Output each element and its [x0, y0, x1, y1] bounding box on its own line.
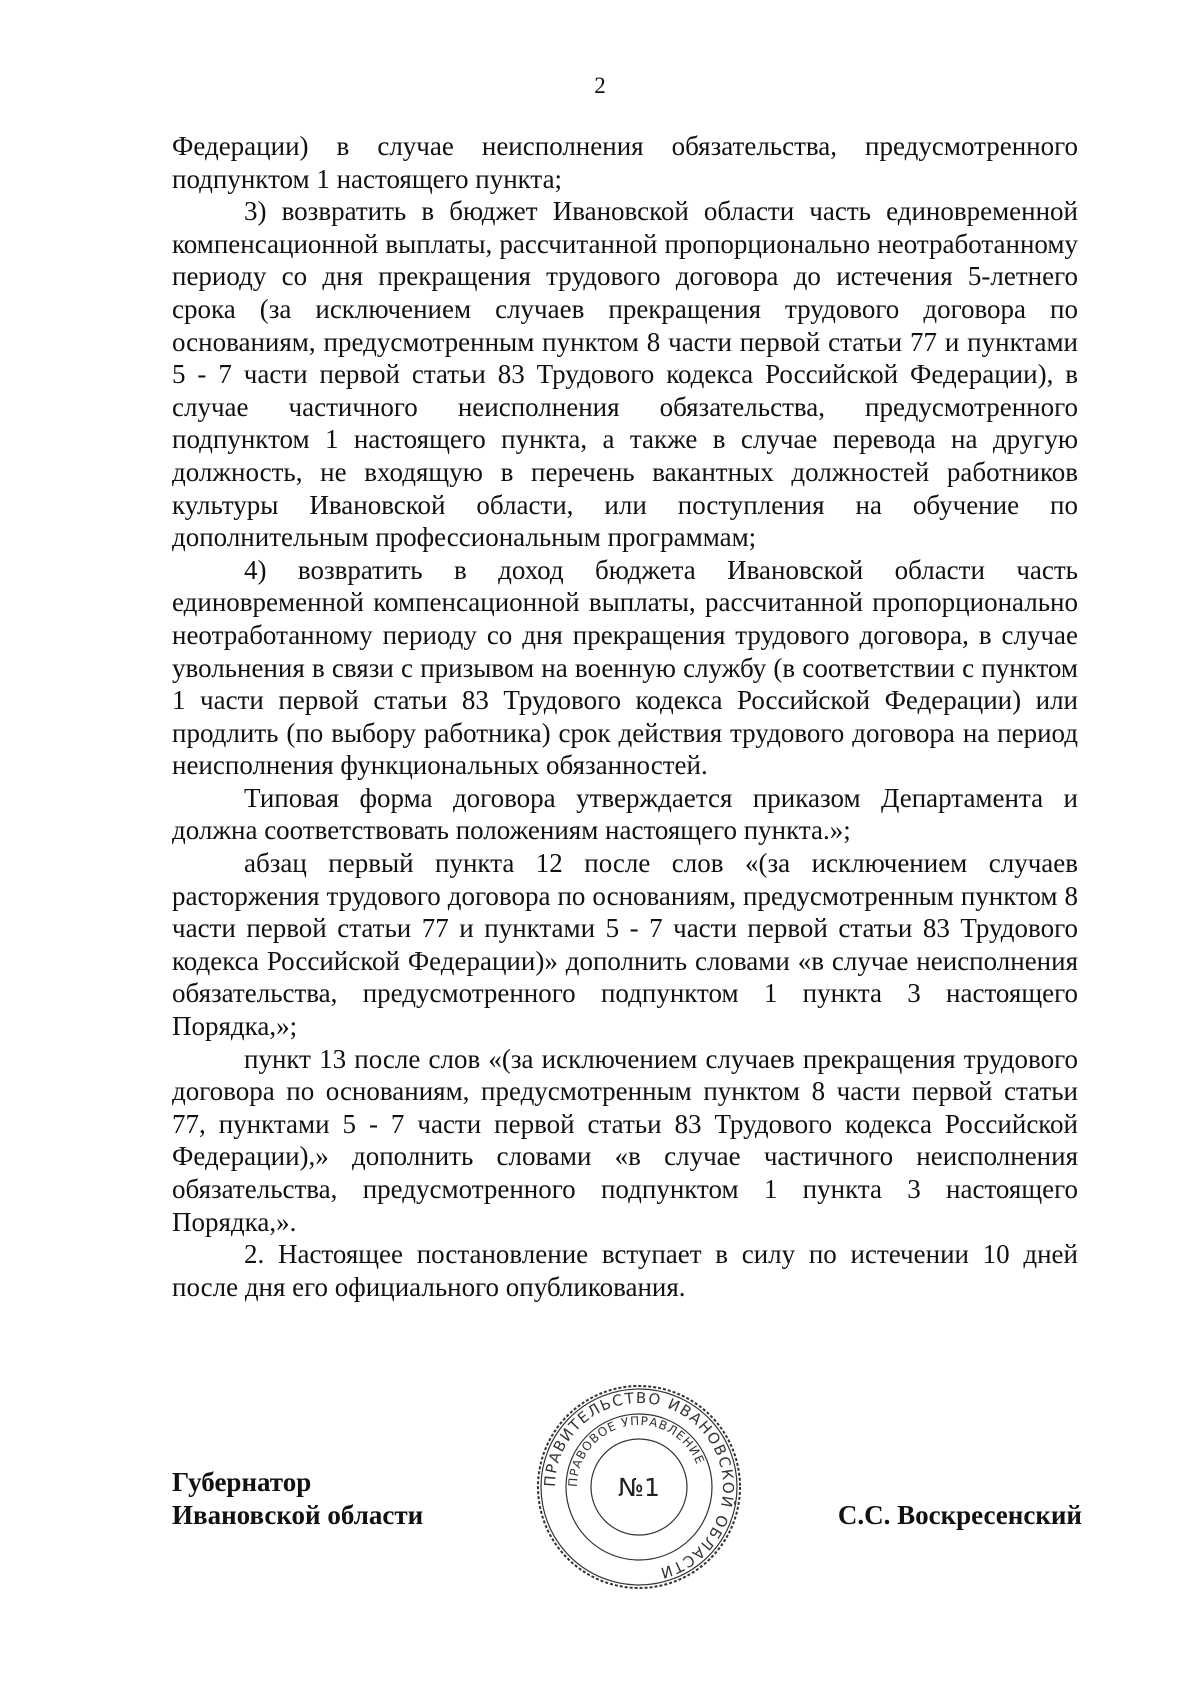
paragraph-continuation: Федерации) в случае неисполнения обязательства, предусмотренного подпунктом 1 настоящего пункта;: [172, 131, 1078, 194]
seal-inner-text: ПРАВОВОЕ УПРАВЛЕНИЕ: [565, 1413, 708, 1488]
paragraph-amendment-12: абзац первый пункта 12 после слов «(за исключением случаев расторжения трудового договора по основаниям, предусмотренным пунктом 8 части первой статьи 77 и пунктами 5 - 7 части первой статьи 83 Трудового кодекса Российской Федерации)» дополнить словами «в случае неисполнения обязательства, предусмотренного подпунктом 1 пункта 3 настоящего Порядка,»;: [172, 848, 1078, 1042]
seal-number: №1: [618, 1472, 660, 1502]
signatory-region: Ивановской области: [172, 1500, 424, 1530]
paragraph-amendment-13: пункт 13 после слов «(за исключением случаев прекращения трудового договора по основаниям, предусмотренным пунктом 8 части первой статьи 77, пунктами 5 - 7 части первой статьи 83 Трудового кодекса Российской Федерации),» дополнить словами «в случае частичного неисполнения обязательства, предусмотренного подпунктом 1 пункта 3 настоящего Порядка,».: [172, 1043, 1078, 1237]
paragraph-effective-date: 2. Настоящее постановление вступает в силу по истечении 10 дней после дня его официального опубликования.: [172, 1239, 1078, 1302]
official-seal: [535, 1383, 743, 1591]
signatory-name: С.С. Воскресенский: [837, 1500, 1082, 1530]
paragraph-contract-form: Типовая форма договора утверждается приказом Департамента и должна соответствовать положениям настоящего пункта.»;: [172, 782, 1078, 846]
signatory-title: Губернатор: [172, 1467, 312, 1497]
paragraph-item-3: 3) возвратить в бюджет Ивановской области часть единовременной компенсационной выплаты, рассчитанной пропорционально неотработанному периоду со дня прекращения трудового договора до истечения 5-летнего срока (за исключением случаев прекращения трудового договора по основаниям, предусмотренным пунктом 8 части первой статьи 77 и пунктами 5 - 7 части первой статьи 83 Трудового кодекса Российской Федерации), в случае частичного неисполнения обязательства, предусмотренного подпунктом 1 настоящего пункта, а также в случае перевода на другую должность, не входящую в перечень вакантных должностей работников культуры Ивановской области, или поступления на обучение по дополнительным профессиональным программам;: [172, 196, 1078, 553]
document-body: [172, 130, 1078, 1303]
paragraph-item-4: 4) возвратить в доход бюджета Ивановской области часть единовременной компенсационной выплаты, рассчитанной пропорционально неотработанному периоду со дня прекращения трудового договора, в случае увольнения в связи с призывом на военную службу (в соответствии с пунктом 1 части первой статьи 83 Трудового кодекса Российской Федерации) или продлить (по выбору работника) срок действия трудового договора на период неисполнения функциональных обязанностей.: [172, 554, 1078, 781]
page-number: 2: [594, 73, 606, 98]
signatory-position: [172, 1466, 423, 1532]
seal-outer-text: ПРАВИТЕЛЬСТВО ИВАНОВСКОЙ ОБЛАСТИ: [540, 1388, 738, 1583]
